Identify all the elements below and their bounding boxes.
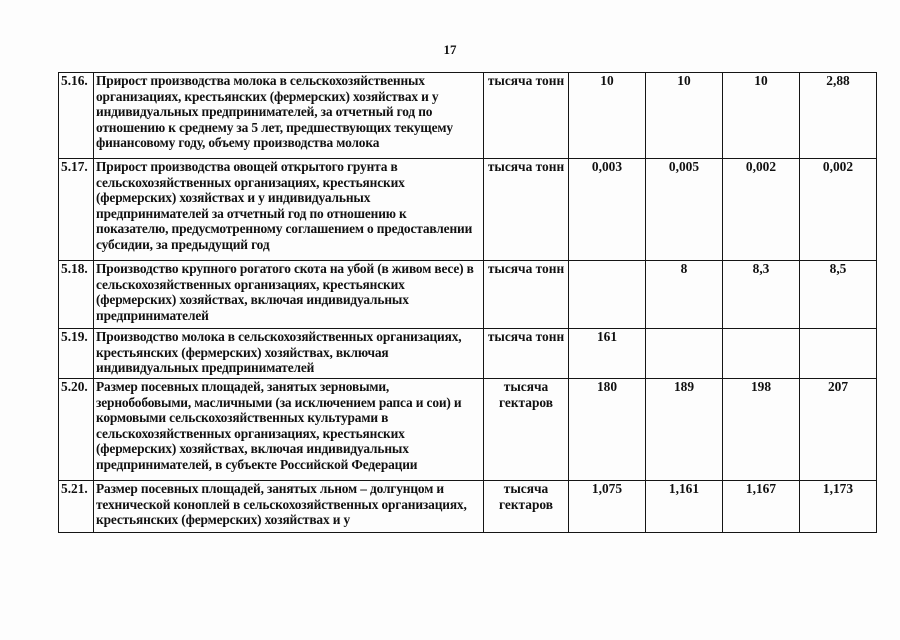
indicator-description	[94, 379, 484, 481]
indicator-description	[94, 481, 484, 533]
unit-cell: тысяча гектаров	[484, 481, 569, 533]
value-cell-2: 10	[646, 73, 723, 159]
value-cell-3: 1,167	[723, 481, 800, 533]
value-cell-1	[569, 261, 646, 329]
value-cell-1: 161	[569, 329, 646, 379]
indicator-description-text: Размер посевных площадей, занятых зерновыми, зернобобовыми, масличными (за исключением рапса и сои) и кормовыми сельскохозяйственных культурами в сельскохозяйственных организациях, крестьянских (фермерских) хозяйствах, включая индивидуальных предпринимателей, в субъекте Российской Федерации	[96, 379, 462, 472]
value-cell-3: 8,3	[723, 261, 800, 329]
value-cell-2: 189	[646, 379, 723, 481]
value-cell-2: 8	[646, 261, 723, 329]
row-number: 5.16.	[59, 73, 94, 159]
table-row	[59, 379, 877, 481]
value-cell-1: 0,003	[569, 159, 646, 261]
row-number: 5.17.	[59, 159, 94, 261]
value-cell-1: 1,075	[569, 481, 646, 533]
value-cell-4: 8,5	[800, 261, 877, 329]
indicator-description-text: Производство крупного рогатого скота на убой (в живом весе) в сельскохозяйственных организациях, крестьянских (фермерских) хозяйствах, включая индивидуальных предпринимателей	[96, 261, 474, 323]
table-row	[59, 159, 877, 261]
value-cell-4	[800, 329, 877, 379]
value-cell-2: 1,161	[646, 481, 723, 533]
indicator-description	[94, 261, 484, 329]
indicators-table	[58, 72, 877, 533]
indicator-description-text: Производство молока в сельскохозяйственных организациях, крестьянских (фермерских) хозяйствах, включая индивидуальных предпринимателей	[96, 329, 462, 376]
value-cell-1: 180	[569, 379, 646, 481]
page-number: 17	[443, 42, 457, 57]
unit-cell: тысяча тонн	[484, 73, 569, 159]
row-number: 5.18.	[59, 261, 94, 329]
value-cell-4: 2,88	[800, 73, 877, 159]
unit-cell: тысяча тонн	[484, 159, 569, 261]
unit-cell: тысяча тонн	[484, 329, 569, 379]
indicator-description-text: Размер посевных площадей, занятых льном – долгунцом и технической коноплей в сельскохозяйственных организациях, крестьянских (фермерских) хозяйствах и у	[96, 481, 467, 528]
value-cell-3: 0,002	[723, 159, 800, 261]
value-cell-3	[723, 329, 800, 379]
indicator-description	[94, 329, 484, 379]
table-row	[59, 329, 877, 379]
indicator-description	[94, 73, 484, 159]
indicator-description-text: Прирост производства овощей открытого грунта в сельскохозяйственных организациях, крестьянских (фермерских) хозяйствах и у индивидуальных предпринимателей за отчетный год по отношению к показателю, предусмотренному соглашением о предоставлении субсидии, за предыдущий год	[96, 159, 473, 252]
unit-cell: тысяча гектаров	[484, 379, 569, 481]
value-cell-3: 10	[723, 73, 800, 159]
row-number: 5.21.	[59, 481, 94, 533]
value-cell-3: 198	[723, 379, 800, 481]
unit-cell: тысяча тонн	[484, 261, 569, 329]
value-cell-4: 1,173	[800, 481, 877, 533]
indicator-description-text: Прирост производства молока в сельскохозяйственных организациях, крестьянских (фермерских) хозяйствах и у индивидуальных предпринимателей, за отчетный год по отношению к среднему за 5 лет, предшествующих текущему финансовому году, объему производства молока	[96, 73, 453, 151]
table-row	[59, 261, 877, 329]
value-cell-4: 207	[800, 379, 877, 481]
indicator-description	[94, 159, 484, 261]
value-cell-2: 0,005	[646, 159, 723, 261]
table-row	[59, 73, 877, 159]
value-cell-2	[646, 329, 723, 379]
table-row	[59, 481, 877, 533]
value-cell-4: 0,002	[800, 159, 877, 261]
row-number: 5.20.	[59, 379, 94, 481]
value-cell-1: 10	[569, 73, 646, 159]
row-number: 5.19.	[59, 329, 94, 379]
